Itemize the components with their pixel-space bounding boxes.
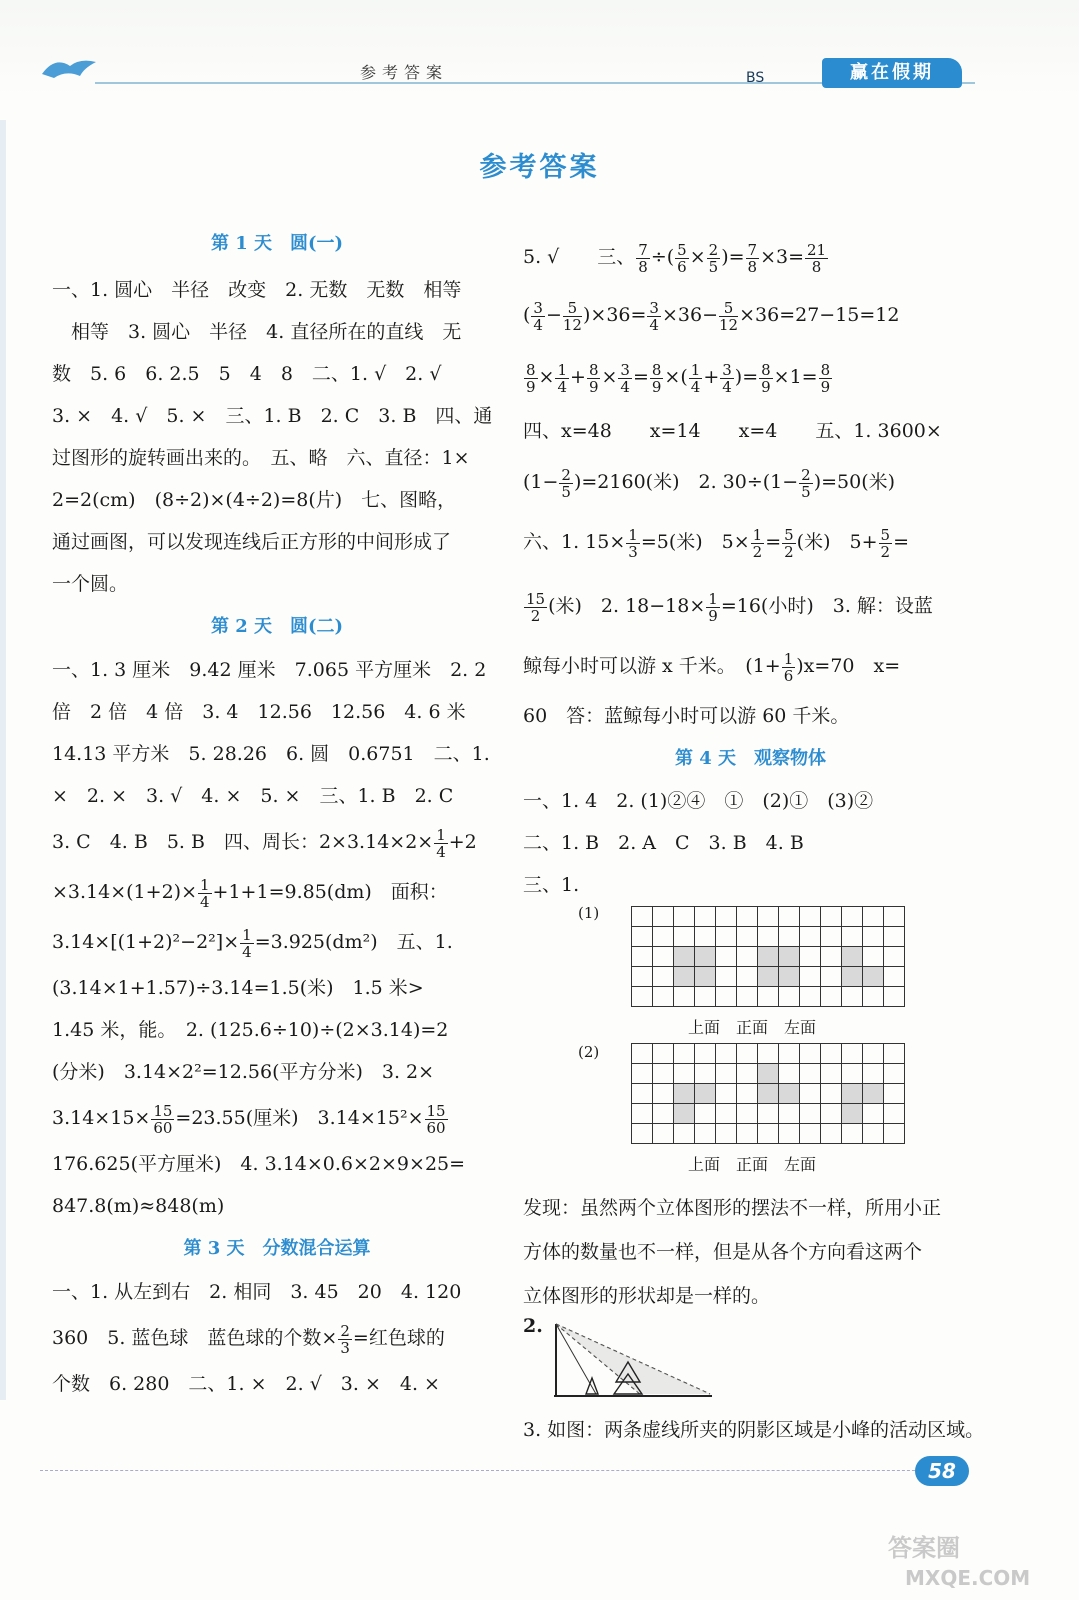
text: +1+1=9.85(dm) 面积： [212, 881, 448, 903]
denominator: 5 [561, 482, 571, 501]
numerator: 15 [526, 589, 546, 608]
fraction [879, 527, 893, 560]
denominator: 4 [242, 942, 252, 961]
denominator: 4 [690, 377, 701, 396]
fraction [338, 1323, 352, 1356]
page-title: 参考答案 [479, 152, 600, 183]
denominator: 2 [880, 542, 891, 561]
answer-line: 发现：虽然两个立体图形的摆法不一样，所用小正 [523, 1197, 942, 1219]
answer-line: 三、1. [523, 874, 580, 896]
numerator: 5 [563, 300, 582, 317]
answer-line: 3. × 4. √ 5. × 三、1. B 2. C 3. B 四、通 [52, 405, 493, 427]
denominator: 6 [677, 257, 687, 276]
answer-line: 立体图形的形状却是一样的。 [523, 1285, 771, 1307]
denominator: 4 [436, 842, 446, 861]
numerator: 1 [628, 525, 638, 544]
numerator: 5 [880, 525, 891, 544]
fraction [707, 242, 721, 275]
watermark: 答案圈 [888, 1534, 960, 1562]
numerator: 1 [436, 825, 446, 844]
text: ×1= [773, 366, 818, 388]
answer-line [523, 284, 978, 346]
text: ÷( [650, 246, 675, 268]
fraction [782, 651, 796, 684]
numerator: 1 [242, 925, 252, 944]
text: + [703, 366, 720, 388]
answer-line: 一、1. 圆心 半径 改变 2. 无数 无数 相等 [52, 279, 462, 301]
answer-line: 一、1. 从左到右 2. 相同 3. 45 20 4. 120 [52, 1281, 462, 1303]
answer-line: 四、x=48 x=14 x=4 五、1. 3600× [523, 420, 942, 442]
numerator: 3 [533, 298, 543, 317]
fraction [559, 467, 573, 500]
answer-line [523, 510, 978, 574]
answer-line: 一个圆。 [52, 573, 129, 595]
fraction [587, 362, 601, 395]
text: × [601, 366, 618, 388]
sightline-diagram [540, 1318, 720, 1400]
numerator: 1 [557, 360, 568, 379]
section-title-day2: 第 2 天 圆(二) [210, 616, 344, 637]
numerator: 1 [690, 360, 701, 379]
answer-line [523, 574, 978, 638]
denominator: 9 [651, 377, 662, 396]
text: =3.925(dm²) 五、1. [254, 931, 453, 953]
text: )= [721, 246, 745, 268]
fraction [626, 527, 640, 560]
left-column [52, 225, 502, 1405]
denominator: 6 [783, 666, 794, 685]
numerator: 15 [426, 1101, 446, 1120]
text: (1− [523, 471, 559, 493]
numerator: 2 [561, 465, 571, 484]
text: )= [734, 366, 759, 388]
text: (米) 5+ [796, 531, 878, 553]
fraction [650, 362, 664, 395]
page-edge [0, 120, 6, 1400]
answer-line: 176.625(平方厘米) 4. 3.14×0.6×2×9×25= [52, 1153, 466, 1175]
edition-label: BS [746, 70, 765, 86]
denominator: 12 [562, 315, 582, 334]
text: = [632, 366, 649, 388]
text: 3.14×15× [52, 1107, 151, 1129]
text: ×36− [661, 304, 718, 326]
text: 5. √ 三、 [523, 246, 636, 268]
text: )=2160(米) 2. 30÷(1− [573, 471, 799, 493]
answer-line: 个数 6. 280 二、1. × 2. √ 3. × 4. × [52, 1373, 440, 1395]
text: ×3= [760, 246, 805, 268]
denominator: 60 [153, 1118, 173, 1137]
brand-logo: 赢在假期 [822, 58, 962, 88]
text: =5(米) 5× [640, 531, 750, 553]
text: + [570, 366, 586, 388]
numerator: 2 [708, 240, 719, 259]
figure-label-1: (1) [578, 904, 600, 922]
numerator: 2 [801, 465, 811, 484]
fraction [819, 362, 833, 395]
answer-line: 14.13 平方米 5. 28.26 6. 圆 0.6751 二、1. [52, 743, 490, 765]
view-grid-1 [631, 906, 905, 1007]
fraction [799, 467, 813, 500]
denominator: 5 [801, 482, 811, 501]
text: × [538, 366, 555, 388]
page-number: 58 [915, 1456, 969, 1486]
denominator: 4 [620, 377, 630, 396]
fraction [524, 591, 547, 624]
fraction [524, 362, 538, 395]
denominator: 3 [340, 1338, 350, 1357]
answer-line: (3.14×1+1.57)÷3.14=1.5(米) 1.5 米> [52, 977, 424, 999]
denominator: 8 [811, 257, 822, 276]
answer-line: 相等 3. 圆心 半径 4. 直径所在的直线 无 [52, 321, 462, 343]
denominator: 12 [719, 315, 739, 334]
fraction [759, 362, 773, 395]
numerator: 5 [784, 525, 794, 544]
numerator: 5 [719, 300, 738, 317]
header-title: 参考答案 [360, 63, 449, 82]
denominator: 9 [708, 606, 718, 625]
answer-line [52, 1093, 502, 1143]
findings-block [523, 1186, 941, 1318]
answer-line: 847.8(m)≈848(m) [52, 1195, 225, 1217]
numerator: 8 [820, 360, 831, 379]
fraction [198, 877, 212, 910]
right-column [523, 230, 978, 906]
answer-line: 60 答：蓝鲸每小时可以游 60 千米。 [523, 705, 850, 727]
section-title-day4: 第 4 天 观察物体 [674, 748, 827, 769]
fraction [751, 527, 765, 560]
numerator: 8 [588, 360, 599, 379]
text: − [545, 304, 562, 326]
fraction [555, 362, 569, 395]
denominator: 4 [649, 315, 659, 334]
section-title-day3: 第 3 天 分数混合运算 [183, 1238, 371, 1259]
answer-line [52, 867, 502, 917]
denominator: 4 [722, 377, 732, 396]
fraction [719, 300, 738, 333]
answer-line: 倍 2 倍 4 倍 3. 4 12.56 12.56 4. 6 米 [52, 701, 466, 723]
fraction [240, 927, 254, 960]
answer-line: 过图形的旋转画出来的。 五、略 六、直径：1× [52, 447, 470, 469]
answer-line: 3. 如图：两条虚线所夹的阴影区域是小峰的活动区域。 [523, 1419, 985, 1441]
fraction [425, 1103, 448, 1136]
answer-line [52, 1313, 502, 1363]
numerator: 1 [783, 649, 794, 668]
text: +2 [448, 831, 477, 853]
numerator: 5 [677, 240, 687, 259]
numerator: 2 [340, 1321, 350, 1340]
answer-line: 方体的数量也不一样，但是从各个方向看这两个 [523, 1241, 923, 1263]
numerator: 8 [651, 360, 662, 379]
fraction [531, 300, 545, 333]
footer-rule [40, 1470, 940, 1472]
text: 六、1. 15× [523, 531, 626, 553]
fraction [782, 527, 796, 560]
numerator: 7 [747, 240, 758, 259]
denominator: 2 [784, 542, 794, 561]
answer-line [52, 917, 502, 967]
answer-line [523, 346, 978, 408]
fraction [689, 362, 703, 395]
denominator: 3 [628, 542, 638, 561]
numerator: 1 [752, 525, 763, 544]
numerator: 7 [638, 240, 648, 259]
fraction [746, 242, 760, 275]
denominator: 9 [820, 377, 831, 396]
text: 3. C 4. B 5. B 四、周长：2×3.14×2× [52, 831, 434, 853]
text: )x=70 x= [796, 655, 901, 677]
denominator: 4 [533, 315, 543, 334]
denominator: 9 [588, 377, 599, 396]
fraction [618, 362, 632, 395]
fraction [720, 362, 734, 395]
fraction [675, 242, 689, 275]
view-grid-2 [631, 1043, 905, 1144]
numerator: 1 [200, 875, 210, 894]
answer-line: 一、1. 4 2. (1)②④ ① (2)① (3)② [523, 790, 874, 812]
text: =23.55(厘米) 3.14×15²× [175, 1107, 424, 1129]
views-caption-2: 上面 正面 左面 [688, 1155, 817, 1174]
numerator: 21 [807, 240, 827, 259]
answer-line [523, 454, 978, 510]
answer-line: 1.45 米，能。 2. (125.6÷10)÷(2×3.14)=2 [52, 1019, 449, 1041]
denominator: 9 [761, 377, 771, 396]
fraction [151, 1103, 174, 1136]
numerator: 8 [526, 360, 536, 379]
denominator: 2 [752, 542, 763, 561]
answer-line [523, 638, 978, 694]
denominator: 8 [638, 257, 648, 276]
numerator: 3 [649, 298, 659, 317]
answer-line: 2=2(cm) (8÷2)×(4÷2)=8(片) 七、图略， [52, 489, 457, 511]
fraction [805, 242, 828, 275]
fraction [636, 242, 650, 275]
answer-line: 数 5. 6 6. 2.5 5 4 8 二、1. √ 2. √ [52, 363, 442, 385]
fraction [706, 591, 720, 624]
fraction [647, 300, 661, 333]
denominator: 9 [526, 377, 536, 396]
bird-logo-icon [40, 52, 100, 82]
text: (米) 2. 18−18× [548, 595, 706, 617]
text: )=50(米) [813, 471, 896, 493]
answer-line: × 2. × 3. √ 4. × 5. × 三、1. B 2. C [52, 785, 454, 807]
answer-line [52, 817, 502, 867]
text: ×( [664, 366, 688, 388]
answer-line [523, 230, 978, 284]
text: ( [523, 304, 531, 326]
fraction [563, 300, 582, 333]
numerator: 3 [722, 360, 732, 379]
denominator: 60 [426, 1118, 446, 1137]
denominator: 5 [708, 257, 719, 276]
text: 3.14×[(1+2)²−2²]× [52, 931, 240, 953]
denominator: 8 [747, 257, 758, 276]
answer-line: (分米) 3.14×2²=12.56(平方分米) 3. 2× [52, 1061, 435, 1083]
figure-label-2: (2) [578, 1043, 600, 1061]
text: ×36=27−15=12 [739, 304, 900, 326]
views-caption-1: 上面 正面 左面 [688, 1018, 817, 1037]
section-title-day1: 第 1 天 圆(一) [210, 233, 344, 254]
denominator: 2 [530, 606, 541, 625]
text: ×3.14×(1+2)× [52, 881, 197, 903]
text: × [689, 246, 706, 268]
numerator: 8 [761, 360, 771, 379]
text: = [893, 531, 909, 553]
numerator: 3 [620, 360, 630, 379]
watermark-url: MXQE.COM [905, 1566, 1031, 1590]
text: = [765, 531, 782, 553]
text: =红色球的 [352, 1327, 445, 1349]
answer-line: 二、1. B 2. A C 3. B 4. B [523, 832, 804, 854]
answer-line: 一、1. 3 厘米 9.42 厘米 7.065 平方厘米 2. 2 [52, 659, 487, 681]
denominator: 4 [557, 377, 568, 396]
numerator: 1 [708, 589, 718, 608]
text: 360 5. 蓝色球 蓝色球的个数× [52, 1327, 338, 1349]
answer-line: 通过画图，可以发现连线后正方形的中间形成了 [52, 531, 452, 553]
question-2-label: 2. [523, 1315, 543, 1337]
fraction [434, 827, 448, 860]
denominator: 4 [200, 892, 210, 911]
text: )×36= [582, 304, 647, 326]
text: 鲸每小时可以游 x 千米。 (1+ [523, 655, 781, 677]
numerator: 15 [153, 1101, 173, 1120]
text: =16(小时) 3. 解：设蓝 [720, 595, 933, 617]
